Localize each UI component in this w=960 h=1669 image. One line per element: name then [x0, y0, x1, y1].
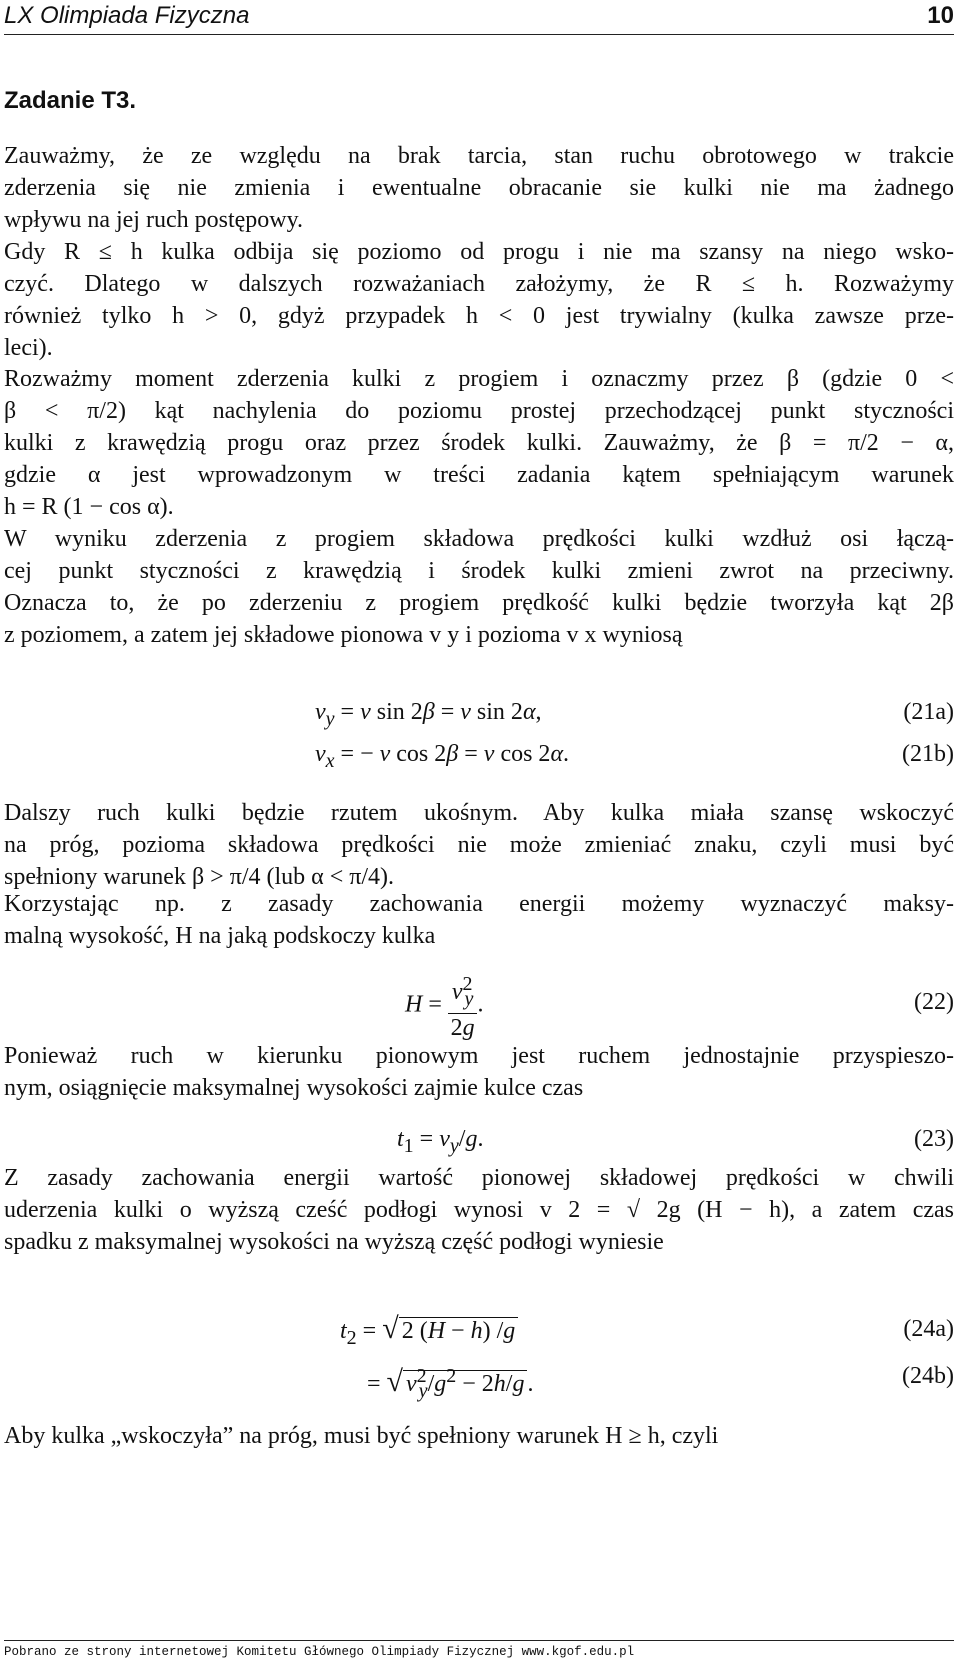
footer-text: Pobrano ze strony internetowej Komitetu Głównego Olimpiady Fizycznej www.kgof.edu.pl	[4, 1645, 635, 1659]
text-line: z poziomem, a zatem jej składowe pionowa v y i pozioma v x wyniosą	[4, 622, 683, 648]
text-line: cej punkt styczności z krawędzią i środek kulki zmieni zwrot na przeciwny.	[4, 558, 954, 584]
text-line: wpływu na jej ruch postępowy.	[4, 207, 304, 233]
text-line: spełniony warunek β > π/4 (lub α < π/4).	[4, 864, 395, 890]
text-line: spadku z maksymalnej wysokości na wyższą część podłogi wyniesie	[4, 1229, 664, 1255]
equation-label-21a: (21a)	[903, 699, 954, 725]
text-line: Oznacza to, że po zderzeniu z progiem prędkość kulki będzie tworzyła kąt 2β	[4, 590, 954, 616]
text-line: kulki z krawędzią progu oraz przez środek kulki. Zauważmy, że β = π/2 − α,	[4, 430, 954, 456]
text-line: na próg, pozioma składowa prędkości nie może zmieniać znaku, czyli musi być	[4, 832, 954, 858]
text-line: leci).	[4, 335, 53, 361]
equation-label-23: (23)	[914, 1126, 954, 1152]
header-title: LX Olimpiada Fizyczna	[4, 2, 250, 29]
equation-23: $t_1 = v_y/g$.	[397, 1126, 484, 1157]
text-line: gdzie α jest wprowadzonym w treści zadania kątem spełniającym warunek	[4, 462, 954, 488]
task-title: Zadanie T3.	[4, 87, 137, 114]
paragraph-8	[4, 1162, 954, 1258]
text-line: h = R (1 − cos α).	[4, 494, 174, 520]
text-line: β < π/2) kąt nachylenia do poziomu prostej przechodzącej punkt styczności	[4, 398, 954, 424]
text-line: Zauważmy, że ze względu na brak tarcia, stan ruchu obrotowego w trakcie	[4, 143, 954, 169]
paragraph-2	[4, 236, 954, 364]
text-line: Z zasady zachowania energii wartość pionowej składowej prędkości w chwili	[4, 1165, 954, 1191]
paragraph-1	[4, 140, 954, 236]
equation-label-22: (22)	[914, 989, 954, 1015]
text-line: Rozważmy moment zderzenia kulki z progiem i oznaczmy przez β (gdzie 0 <	[4, 366, 954, 392]
equation-21a: $v_y = v$ sin 2β = v sin 2α,	[315, 699, 542, 730]
page-header	[4, 0, 954, 35]
equation-21b: $v_x$ = − v cos 2β = v cos 2α.	[315, 741, 570, 772]
page-footer	[4, 1640, 954, 1665]
text-line: W wyniku zderzenia z progiem składowa prędkości kulki wzdłuż osi łączą-	[4, 526, 954, 552]
text-line: również tylko h > 0, gdyż przypadek h < 0 jest trywialny (kulka zawsze prze-	[4, 303, 954, 329]
text-line: uderzenia kulki o wyższą cześć podłogi wynosi v 2 = √ 2g (H − h), a zatem czas	[4, 1197, 954, 1223]
equation-label-21b: (21b)	[902, 741, 954, 767]
text-line: Dalszy ruch kulki będzie rzutem ukośnym. Aby kulka miała szansę wskoczyć	[4, 800, 954, 826]
text-line: Ponieważ ruch w kierunku pionowym jest ruchem jednostajnie przyspieszo-	[4, 1043, 954, 1069]
page-number: 10	[927, 2, 954, 29]
paragraph-4	[4, 523, 954, 651]
paragraph-3	[4, 363, 954, 523]
text-line: czyć. Dlatego w dalszych rozważaniach założymy, że R ≤ h. Rozważymy	[4, 271, 954, 297]
equation-24a: $t_2$ = √ 2 (H − h) /g	[340, 1313, 518, 1354]
text-line: zderzenia się nie zmienia i ewentualne obracanie sie kulki nie ma żadnego	[4, 175, 954, 201]
equation-24b: = √ $v^2_y/g^2 - 2h/g$ .	[367, 1365, 534, 1402]
paragraph-5	[4, 797, 954, 893]
paragraph-6	[4, 888, 954, 952]
paragraph-7	[4, 1040, 954, 1104]
equation-label-24b: (24b)	[902, 1363, 954, 1389]
paragraph-9	[4, 1420, 954, 1452]
equation-label-24a: (24a)	[903, 1316, 954, 1342]
text-line: Aby kulka „wskoczyła” na próg, musi być spełniony warunek H ≥ h, czyli	[4, 1423, 719, 1449]
text-line: Gdy R ≤ h kulka odbija się poziomo od progu i nie ma szansy na niego wsko-	[4, 239, 954, 265]
equation-22: H = $\frac{v^2_y}{2g}$ .	[405, 970, 483, 1042]
text-line: malną wysokość, H na jaką podskoczy kulka	[4, 923, 436, 949]
text-line: Korzystając np. z zasady zachowania energii możemy wyznaczyć maksy-	[4, 891, 954, 917]
text-line: nym, osiągnięcie maksymalnej wysokości zajmie kulce czas	[4, 1075, 584, 1101]
